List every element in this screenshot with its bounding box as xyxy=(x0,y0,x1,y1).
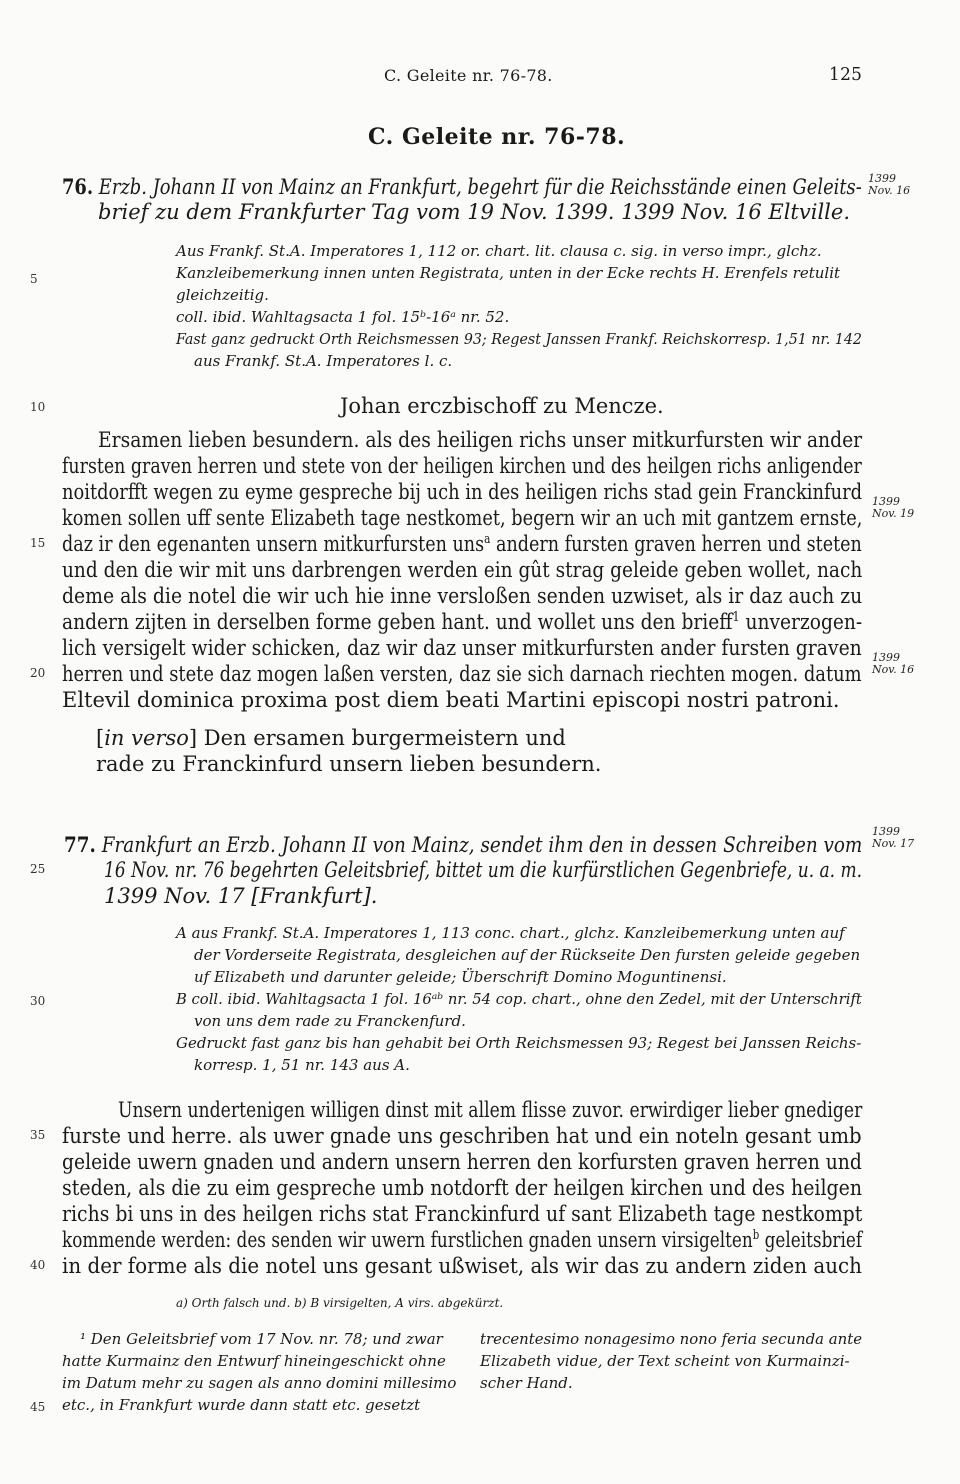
margin-year: 1399 xyxy=(868,172,896,185)
doc76-source-line: coll. ibid. Wahltagsacta 1 fol. 15ᵇ-16ᵃ nr. 52. xyxy=(176,308,510,326)
doc76-margin-note xyxy=(872,496,914,520)
doc76-text-line: und den die wir mit uns darbrengen werden ein gût strag geleide geben wollet, nach xyxy=(62,558,863,582)
doc77-title-line3: 1399 Nov. 17 [Frankfurt]. xyxy=(104,884,378,908)
doc76-margin-note xyxy=(872,652,914,676)
doc76-source-line: Kanzleibemerkung innen unten Registrata, unten in der Ecke rechts H. Erenfels retulit xyxy=(176,264,841,282)
doc77-heading xyxy=(64,832,862,857)
text-segment: kommende werden: des senden wir uwern furstlichen gnaden unsern virsigelten xyxy=(62,1228,753,1252)
doc76-text-line: noitdorfft wegen zu eyme gespreche bij uch in des heiligen richs stad gein Franckinfurd xyxy=(62,480,863,504)
text-segment: daz ir den egenanten unsern mitkurfursten uns xyxy=(62,532,485,556)
line-number: 25 xyxy=(30,862,46,876)
doc76-salutation: Johan erczbischoff zu Mencze. xyxy=(340,394,664,418)
doc76-number: 76. xyxy=(62,174,94,199)
doc76-text-line: herren und stete daz mogen laßen versten, daz sie sich darnach riechten mogen. datum xyxy=(62,662,862,686)
doc77-number: 77. xyxy=(64,832,96,857)
text-segment: Den ersamen burgermeistern und xyxy=(197,726,566,750)
doc76-source-line: aus Frankf. St.A. Imperatores l. c. xyxy=(194,352,453,370)
doc77-source-line: Gedruckt fast ganz bis han gehabit bei Orth Reichsmessen 93; Regest bei Janssen Reichs- xyxy=(176,1034,862,1052)
footnote-left-line: hatte Kurmainz den Entwurf hineingeschickt ohne xyxy=(62,1352,446,1370)
margin-day: Nov. 16 xyxy=(872,663,915,676)
doc77-source-line: korresp. 1, 51 nr. 143 aus A. xyxy=(194,1056,410,1074)
doc77-text-line: furste und herre. als uwer gnade uns geschriben hat und ein noteln gesant umb xyxy=(62,1124,862,1148)
doc76-text-line: Eltevil dominica proxima post diem beati Martini episcopi nostri patroni. xyxy=(62,688,840,712)
line-number: 15 xyxy=(30,536,46,550)
doc76-margin-date xyxy=(868,173,910,197)
doc77-text-line xyxy=(62,1228,862,1252)
doc76-verso-line: [in verso] Den ersamen burgermeistern und xyxy=(96,726,566,750)
footnote-left-line: etc., in Frankfurt wurde dann statt etc. gesetzt xyxy=(62,1396,421,1414)
margin-year: 1399 xyxy=(872,495,900,508)
line-number: 35 xyxy=(30,1128,46,1142)
line-number: 45 xyxy=(30,1400,46,1414)
page-number: 125 xyxy=(829,64,863,85)
line-number: 20 xyxy=(30,666,46,680)
doc77-source-line: von uns dem rade zu Franckenfurd. xyxy=(194,1012,466,1030)
doc76-title-line2: brief zu dem Frankfurter Tag vom 19 Nov. 1399. 1399 Nov. 16 Eltville. xyxy=(98,200,850,224)
doc77-text-line: richs bi uns in des heilgen richs stat Franckinfurd uf sant Elizabeth tage nestkompt xyxy=(62,1202,863,1226)
margin-year: 1399 xyxy=(872,825,900,838)
doc76-text-line: fursten graven herren und stete von der heiligen kirchen und des heilgen richs anligender xyxy=(62,454,862,478)
line-number: 10 xyxy=(30,400,46,414)
margin-day: Nov. 16 xyxy=(868,184,911,197)
text-segment: unverzogen- xyxy=(739,610,863,634)
margin-day: Nov. 19 xyxy=(872,507,915,520)
doc76-heading xyxy=(62,174,862,199)
doc76-text-line: Ersamen lieben besundern. als des heiligen richs unser mitkurfursten wir ander xyxy=(98,428,863,452)
doc77-source-line: uf Elizabeth und darunter geleide; Überschrift Domino Moguntinensi. xyxy=(194,968,727,986)
footnote-left-line: ¹ Den Geleitsbrief vom 17 Nov. nr. 78; und zwar xyxy=(80,1330,443,1348)
footnote-right-line: trecentesimo nonagesimo nono feria secunda ante xyxy=(480,1330,863,1348)
doc76-text-line: komen sollen uff sente Elizabeth tage nestkomet, begern wir an uch mit gantzem ernste, xyxy=(62,506,863,530)
footnote-mark-a: a xyxy=(484,531,491,546)
line-number: 5 xyxy=(30,272,38,286)
footnote-right-line: scher Hand. xyxy=(480,1374,573,1392)
doc77-source-line: A aus Frankf. St.A. Imperatores 1, 113 conc. chart., glchz. Kanzleibemerkung unten auf xyxy=(176,924,845,942)
doc77-title-line1: Frankfurt an Erzb. Johann II von Mainz, sendet ihm den in dessen Schreiben vom xyxy=(101,833,863,857)
doc77-source-line: B coll. ibid. Wahltagsacta 1 fol. 16ᵃᵇ nr. 54 cop. chart., ohne den Zedel, mit der Unterschrift xyxy=(176,990,862,1008)
doc77-text-line: Unsern undertenigen willigen dinst mit allem flisse zuvor. erwirdiger lieber gnediger xyxy=(118,1098,863,1122)
footnote-right-line: Elizabeth vidue, der Text scheint von Kurmainzi- xyxy=(480,1352,850,1370)
footnote-left-line: im Datum mehr zu sagen als anno domini millesimo xyxy=(62,1374,457,1392)
doc76-text-line: lich versigelt wider schicken, daz wir daz unser mitkurfursten ander fursten graven xyxy=(62,636,862,660)
doc76-title-line1: Erzb. Johann II von Mainz an Frankfurt, begehrt für die Reichsstände einen Geleits- xyxy=(98,175,862,199)
doc76-text-line: deme als die notel die wir uch hie inne versloßen senden uzwiset, als ir daz auch zu xyxy=(62,584,863,608)
footnote-mark-b: b xyxy=(752,1227,760,1242)
doc77-source-line: der Vorderseite Registrata, desgleichen auf der Rückseite Den fursten geleide gegeben xyxy=(194,946,861,964)
margin-year: 1399 xyxy=(872,651,900,664)
doc77-text-line: in der forme als die notel uns gesant ußwiset, als wir das zu andern ziden auch xyxy=(62,1254,862,1278)
doc76-source-line: Fast ganz gedruckt Orth Reichsmessen 93; Regest Janssen Frankf. Reichskorresp. 1,51 nr. 142 xyxy=(176,330,862,348)
margin-day: Nov. 17 xyxy=(872,837,915,850)
text-segment: geleitsbrief xyxy=(759,1228,863,1252)
doc77-text-line: geleide uwern gnaden und andern unsern herren den korfursten graven herren und xyxy=(62,1150,862,1174)
verso-label: in verso xyxy=(104,726,189,750)
section-title: C. Geleite nr. 76-78. xyxy=(368,124,626,150)
doc76-verso-line: rade zu Franckinfurd unsern lieben besundern. xyxy=(96,752,602,776)
doc76-source-line: gleichzeitig. xyxy=(176,286,269,304)
doc77-title-line2: 16 Nov. nr. 76 begehrten Geleitsbrief, bittet um die kurfürstlichen Gegenbriefe, u. a. m. xyxy=(104,858,863,882)
text-segment: andern zijten in derselben forme geben hant. und wollet uns den brieff xyxy=(62,610,733,634)
footnote-letters: a) Orth falsch und. b) B virsigelten, A virs. abgekürzt. xyxy=(176,1296,504,1310)
doc76-text-line xyxy=(62,532,862,556)
doc77-text-line: steden, als die zu eim gespreche umb notdorft der heilgen kirchen und des heilgen xyxy=(62,1176,863,1200)
doc77-margin-date xyxy=(872,826,914,850)
line-number: 30 xyxy=(30,994,46,1008)
doc76-source-line: Aus Frankf. St.A. Imperatores 1, 112 or. chart. lit. clausa c. sig. in verso impr., glchz. xyxy=(176,242,822,260)
doc76-text-line xyxy=(62,610,862,634)
line-number: 40 xyxy=(30,1258,46,1272)
text-segment: andern fursten graven herren und steten xyxy=(490,532,862,556)
running-title: C. Geleite nr. 76-78. xyxy=(384,66,553,85)
footnote-mark-1: 1 xyxy=(732,609,740,624)
